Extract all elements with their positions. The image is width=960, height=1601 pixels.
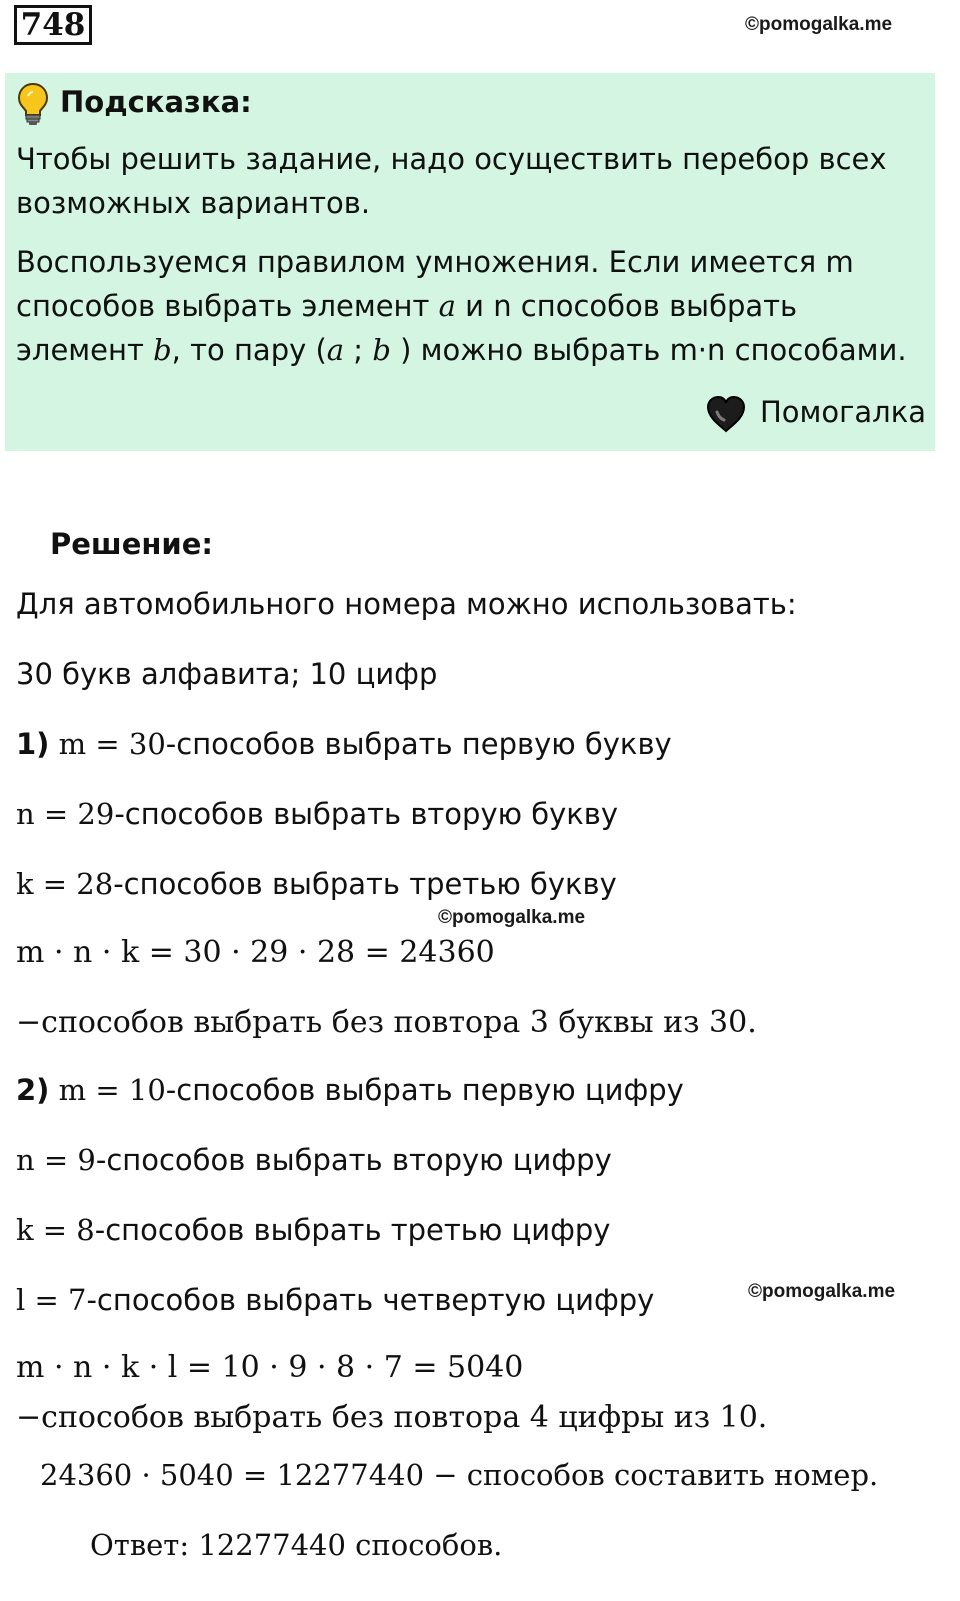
lightbulb-icon [16,82,50,126]
watermark-lower: ©pomogalka.me [748,1281,896,1302]
task-number: 748 [14,5,92,45]
step2-product: m · n · k · l = 10 · 9 · 8 · 7 = 5040 [16,1350,524,1385]
brand-label: Помогалка [760,395,926,429]
answer-line: Ответ: 12277440 способов. [90,1528,503,1562]
hint-title: Подсказка: [60,85,252,119]
watermark-middle: ©pomogalka.me [438,907,586,928]
step2-m-line: 2) m = 10-способов выбрать первую цифру [16,1073,684,1107]
watermark-top: ©pomogalka.me [745,14,893,35]
hint-line-1: Чтобы решить задание, надо осуществить перебор всех [16,142,887,176]
step1-result: −способов выбрать без повтора 3 буквы из 30. [16,1005,757,1040]
step1-m-line: 1) m = 30-способов выбрать первую букву [16,727,672,761]
step2-result: −способов выбрать без повтора 4 цифры из 10. [16,1400,768,1435]
total-line: 24360 · 5040 = 12277440 − способов составить номер. [40,1458,879,1492]
step2-k-line: k = 8-способов выбрать третью цифру [16,1213,611,1247]
solution-intro-2: 30 букв алфавита; 10 цифр [16,657,438,691]
hint-line-2: возможных вариантов. [16,186,371,220]
solution-intro-1: Для автомобильного номера можно использовать: [16,587,797,621]
step1-n-line: n = 29-способов выбрать вторую букву [16,797,619,831]
step1-k-line: k = 28-способов выбрать третью букву [16,867,617,901]
heart-icon [705,394,747,434]
step2-n-line: n = 9-способов выбрать вторую цифру [16,1143,612,1177]
step1-product: m · n · k = 30 · 29 · 28 = 24360 [16,935,495,970]
hint-line-3: Воспользуемся правилом умножения. Если имеется m [16,245,854,279]
hint-line-5: элемент b, то пару (a ; b ) можно выбрать m·n способами. [16,333,907,367]
hint-line-4: способов выбрать элемент a и n способов выбрать [16,289,798,323]
solution-title: Решение: [50,527,214,561]
step2-l-line: l = 7-способов выбрать четвертую цифру [16,1283,655,1317]
